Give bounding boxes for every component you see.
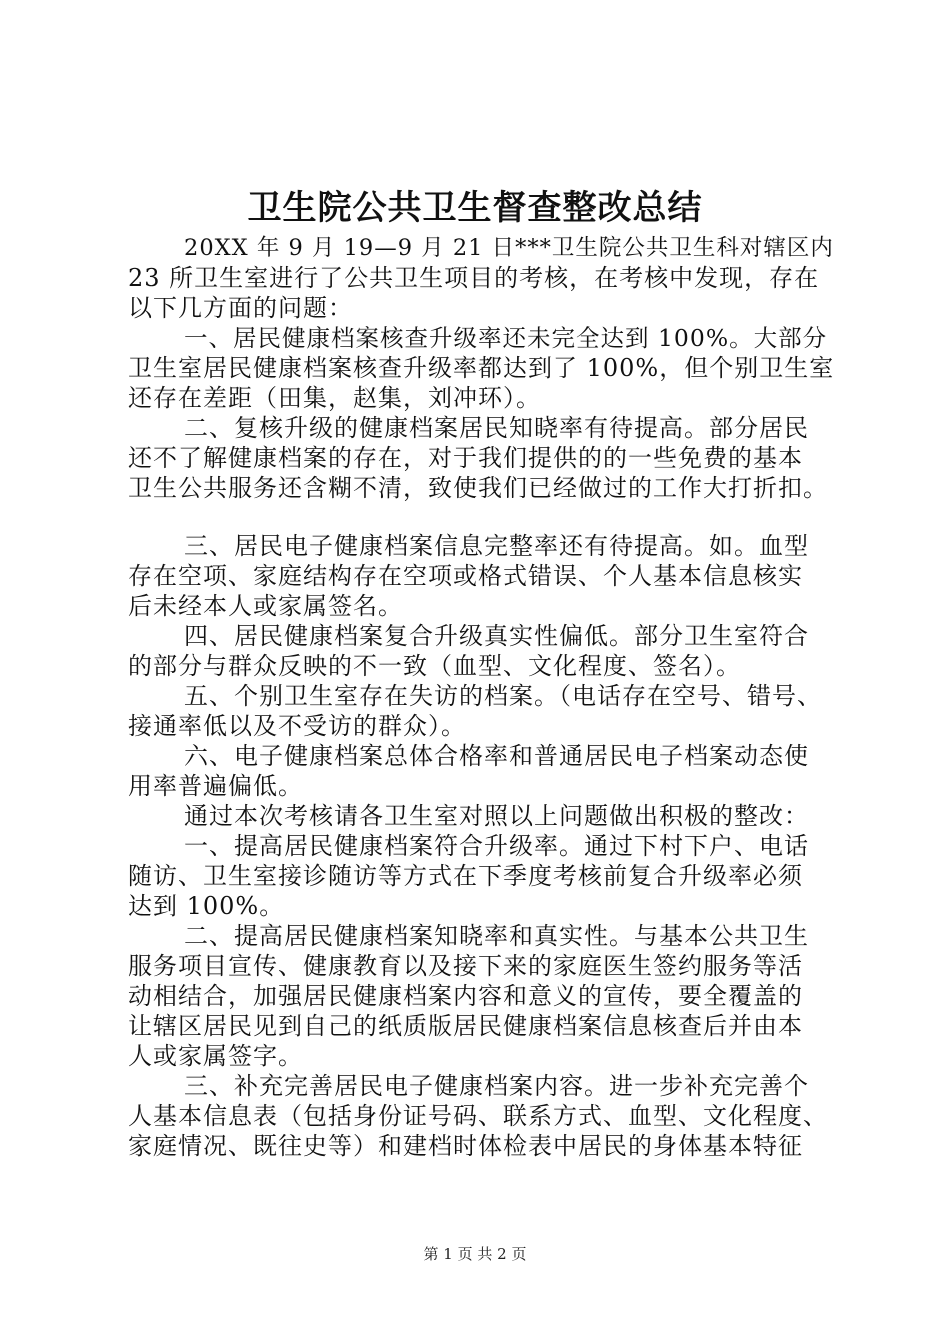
paragraph-line: 存在空项、家庭结构存在空项或格式错误、个人基本信息核实 [128, 562, 803, 590]
paragraph-line: 卫生室居民健康档案核查升级率都达到了 100%，但个别卫生室 [128, 354, 835, 382]
paragraph-line: 20XX 年 9 月 19—9 月 21 日***卫生院公共卫生科对辖区内 [184, 235, 834, 261]
blank-line [128, 503, 838, 531]
document-body [128, 233, 838, 1161]
paragraph-line: 达到 100%。 [128, 892, 285, 920]
paragraph-line: 一、提高居民健康档案符合升级率。通过下村下户、电话 [184, 832, 809, 860]
paragraph-line: 服务项目宣传、健康教育以及接下来的家庭医生签约服务等活 [128, 952, 803, 980]
paragraph-line: 二、复核升级的健康档案居民知晓率有待提高。部分居民 [184, 414, 809, 442]
paragraph-line: 以下几方面的问题： [128, 294, 353, 322]
paragraph-line: 让辖区居民见到自己的纸质版居民健康档案信息核查后并由本 [128, 1012, 803, 1040]
paragraph-line: 用率普遍偏低。 [128, 772, 303, 800]
paragraph-line: 还存在差距（田集，赵集，刘冲环）。 [128, 384, 541, 412]
paragraph-line: 人或家属签字。 [128, 1042, 303, 1070]
paragraph-line: 三、补充完善居民电子健康档案内容。进一步补充完善个 [184, 1072, 809, 1100]
paragraph-line: 后未经本人或家属签名。 [128, 592, 403, 620]
paragraph-line: 接通率低以及不受访的群众）。 [128, 712, 466, 740]
paragraph-line: 人基本信息表（包括身份证号码、联系方式、血型、文化程度、 [128, 1102, 828, 1130]
paragraph-line: 随访、卫生室接诊随访等方式在下季度考核前复合升级率必须 [128, 862, 803, 890]
paragraph-line: 通过本次考核请各卫生室对照以上问题做出积极的整改： [184, 802, 809, 830]
paragraph-line: 一、居民健康档案核查升级率还未完全达到 100%。大部分 [184, 324, 828, 352]
paragraph-line: 家庭情况、既往史等）和建档时体检表中居民的身体基本特征 [128, 1132, 803, 1160]
paragraph-line: 六、电子健康档案总体合格率和普通居民电子档案动态使 [184, 742, 809, 770]
paragraph-line: 动相结合，加强居民健康档案内容和意义的宣传，要全覆盖的 [128, 982, 803, 1010]
document-title: 卫生院公共卫生督查整改总结 [247, 188, 703, 228]
paragraph-line: 还不了解健康档案的存在，对于我们提供的的一些免费的基本 [128, 444, 803, 472]
paragraph-line: 卫生公共服务还含糊不清，致使我们已经做过的工作大打折扣。 [128, 474, 828, 502]
page-footer: 第 1 页 共 2 页 [423, 1245, 527, 1263]
paragraph-line: 三、居民电子健康档案信息完整率还有待提高。如。血型 [184, 532, 809, 560]
paragraph-line: 23 所卫生室进行了公共卫生项目的考核，在考核中发现，存在 [128, 264, 820, 292]
paragraph-line: 的部分与群众反映的不一致（血型、文化程度、签名）。 [128, 652, 741, 680]
paragraph-line: 二、提高居民健康档案知晓率和真实性。与基本公共卫生 [184, 922, 809, 950]
paragraph-line: 五、个别卫生室存在失访的档案。（电话存在空号、错号、 [184, 682, 822, 710]
paragraph-line: 四、居民健康档案复合升级真实性偏低。部分卫生室符合 [184, 622, 809, 650]
